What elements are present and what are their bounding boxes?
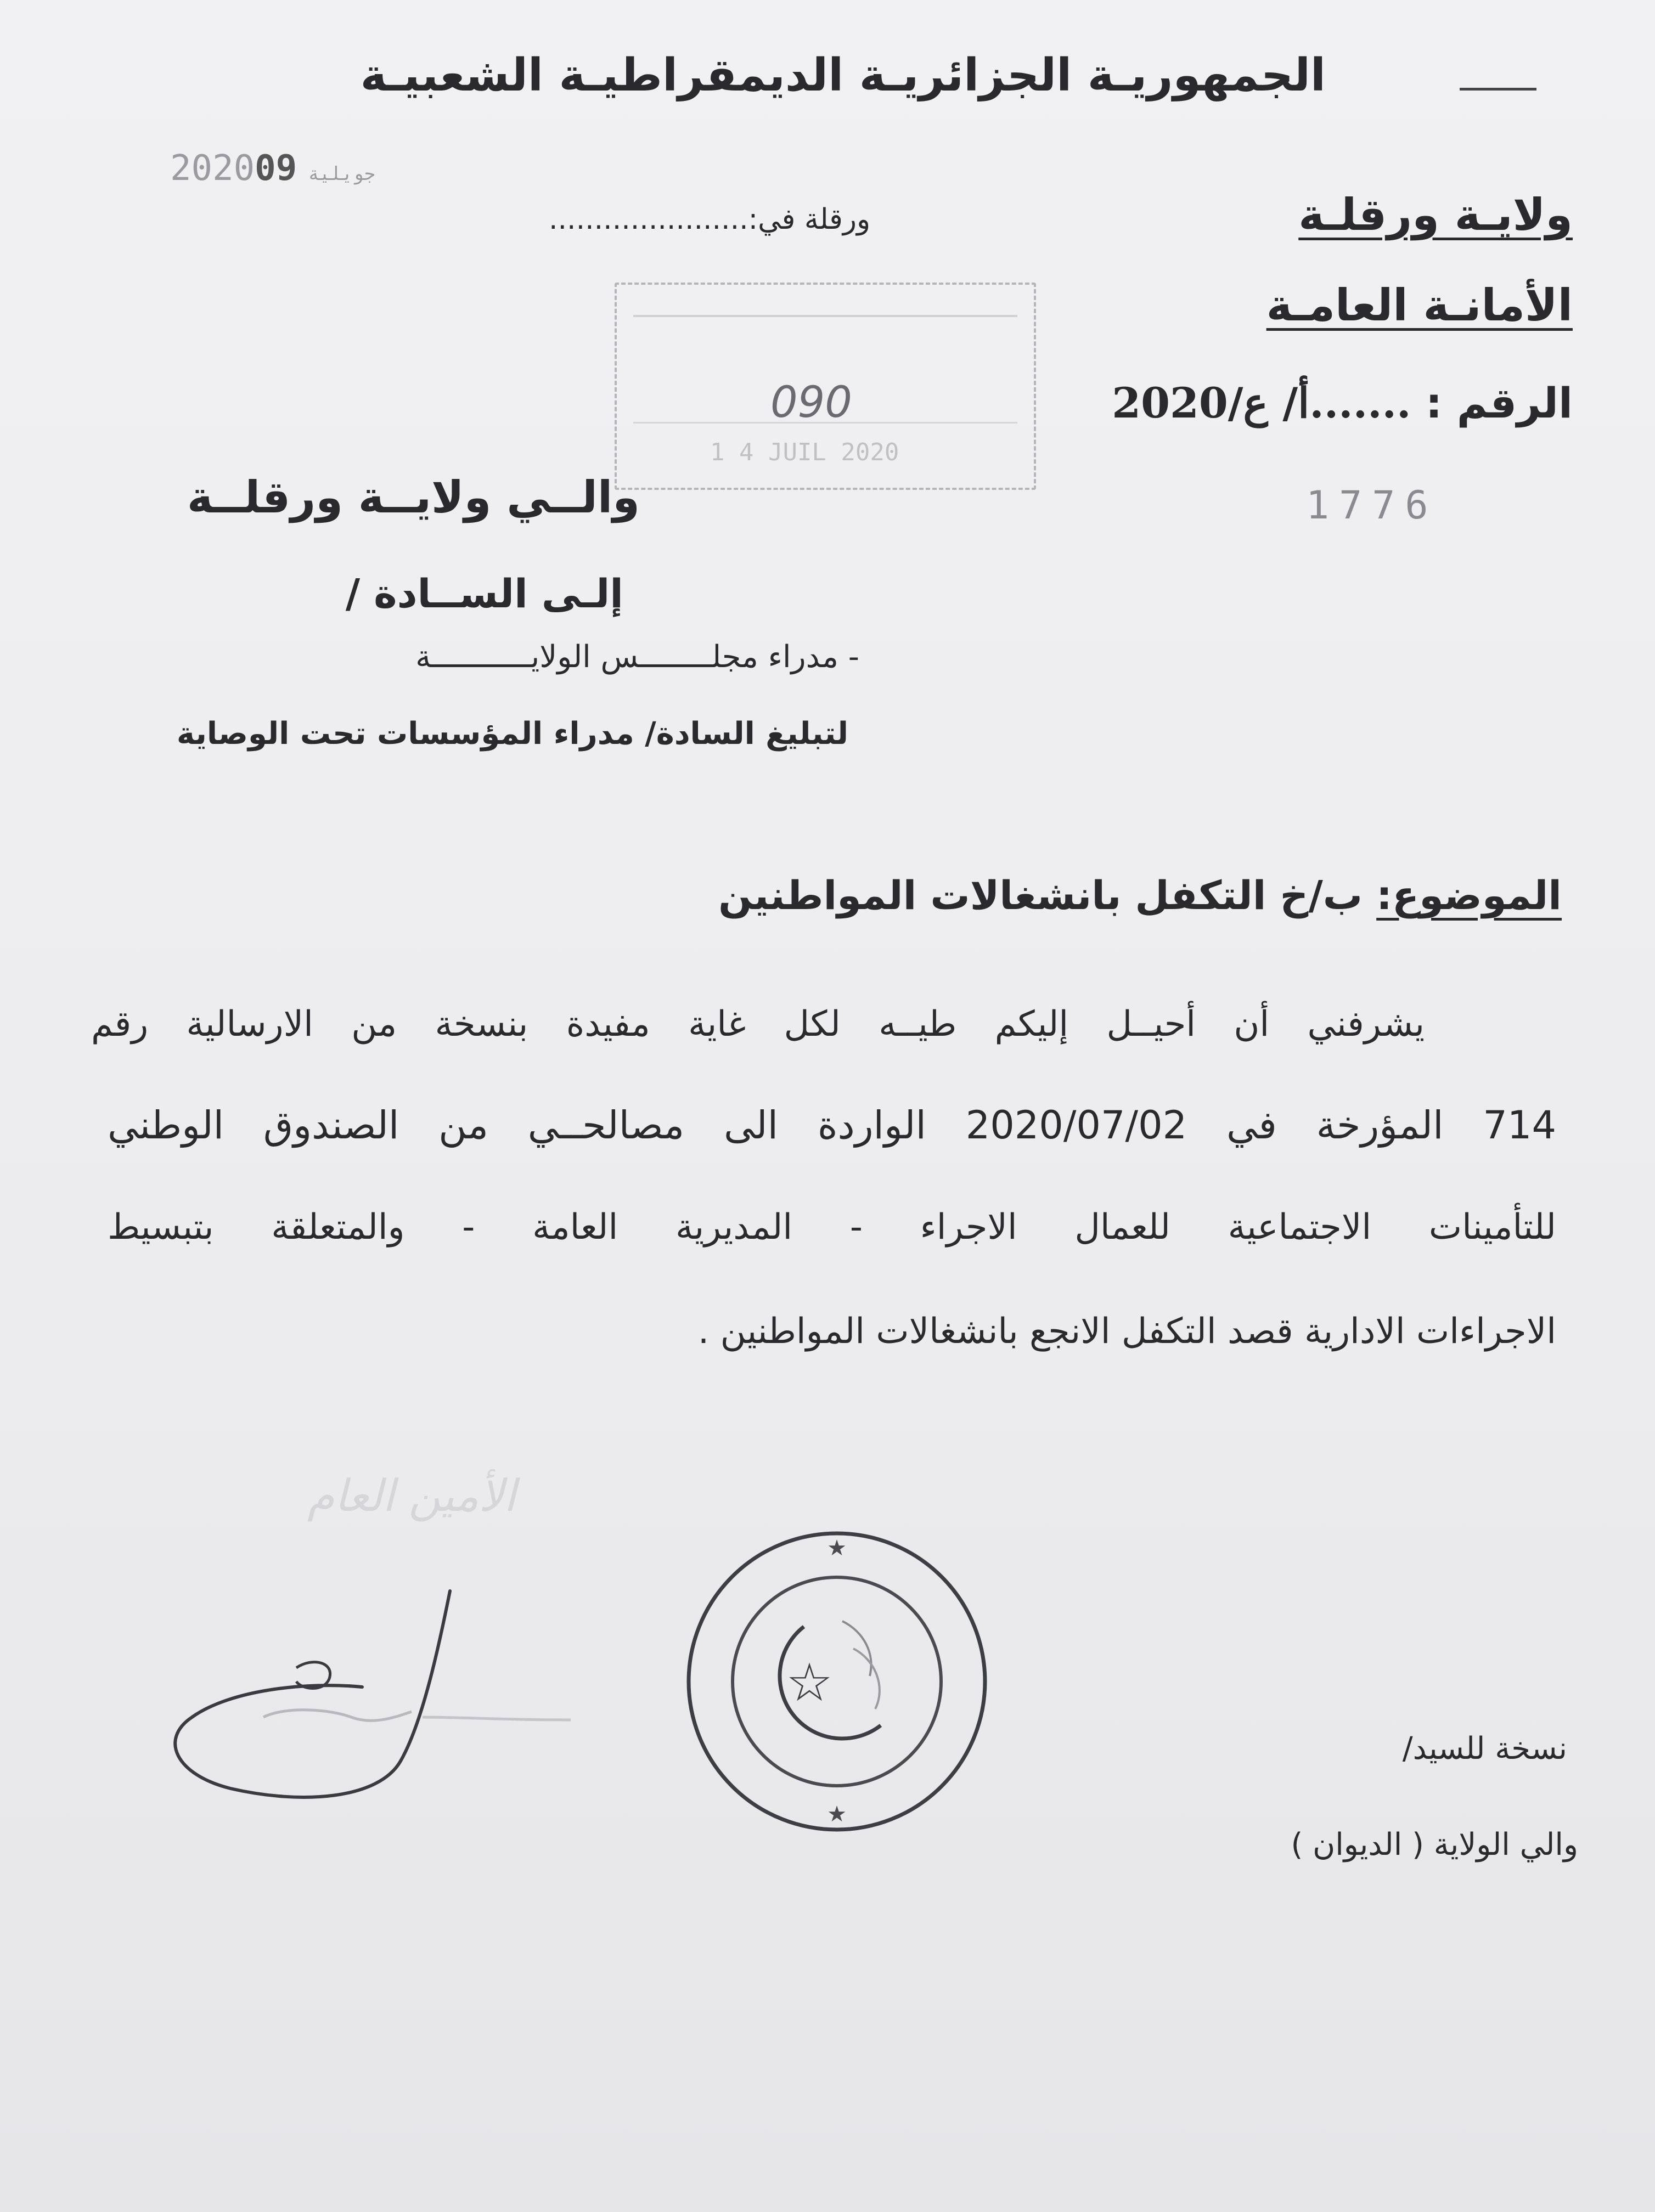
receipt-stamp bbox=[615, 283, 1036, 490]
body-line-4: الاجراءات الادارية قصد التكفل الانجع بانشغالات المواطنين . bbox=[697, 1311, 1556, 1352]
body-line-1: يشرفني أن أحيــل إليكم طيــه لكل غاية مفيدة بنسخة من الارسالية رقم bbox=[91, 1004, 1425, 1045]
reference-number-label: الرقم : bbox=[1425, 379, 1573, 427]
notify-line: لتبليغ السادة/ مدراء المؤسسات تحت الوصاية bbox=[176, 716, 848, 752]
receipt-date: 1 4 JUIL 2020 bbox=[710, 438, 899, 466]
subject-text: ب/خ التكفل بانشغالات المواطنين bbox=[718, 872, 1363, 918]
subject-line bbox=[718, 872, 1562, 918]
official-seal bbox=[678, 1522, 996, 1841]
reference-number bbox=[1112, 379, 1573, 427]
republic-title: الجمهوريـة الجزائريـة الديمقراطيـة الشعبيـة bbox=[360, 49, 1326, 101]
svg-text:☆: ☆ bbox=[785, 1652, 834, 1713]
copy-to-wali: والي الولاية ( الديوان ) bbox=[1291, 1827, 1578, 1863]
receipt-stamp-rule bbox=[633, 315, 1017, 317]
date-stamp-month: جويلية bbox=[308, 163, 376, 185]
copy-to-label: نسخة للسيد/ bbox=[1402, 1731, 1567, 1767]
signatory-title: الأمين العام bbox=[307, 1470, 516, 1521]
receipt-number: 090 bbox=[770, 378, 852, 427]
registration-number: 1776 bbox=[1306, 483, 1438, 528]
recipients-line: - مدراء مجلــــــــس الولايـــــــــــة bbox=[415, 639, 859, 675]
reference-number-value: .......أ/ ع/2020 bbox=[1112, 379, 1411, 427]
addressee-label: إلـى الســادة / bbox=[345, 571, 623, 617]
general-secretariat: الأمانـة العامـة bbox=[1266, 280, 1573, 331]
wilaya-name: ولايـة ورقلـة bbox=[1298, 189, 1573, 240]
body-line-3: للتأمينات الاجتماعية للعمال الاجراء - المديرية العامة - والمتعلقة بتبسيط bbox=[108, 1207, 1556, 1248]
date-stamp-year: 2020 bbox=[170, 148, 255, 189]
svg-text:★: ★ bbox=[827, 1536, 847, 1561]
subject-label: الموضوع: bbox=[1376, 872, 1562, 918]
date-stamp bbox=[170, 148, 386, 189]
svg-text:★: ★ bbox=[827, 1802, 847, 1827]
sender-wali: والــي ولايــة ورقلــة bbox=[187, 472, 640, 523]
handwritten-signature bbox=[165, 1580, 658, 1810]
date-stamp-day: 09 bbox=[255, 148, 297, 189]
body-line-2: 714 المؤرخة في 2020/07/02 الواردة الى مصالحــي من الصندوق الوطني bbox=[108, 1103, 1556, 1148]
place-date: ورقلة في:...................... bbox=[549, 203, 871, 236]
top-dash-mark bbox=[1460, 88, 1536, 91]
